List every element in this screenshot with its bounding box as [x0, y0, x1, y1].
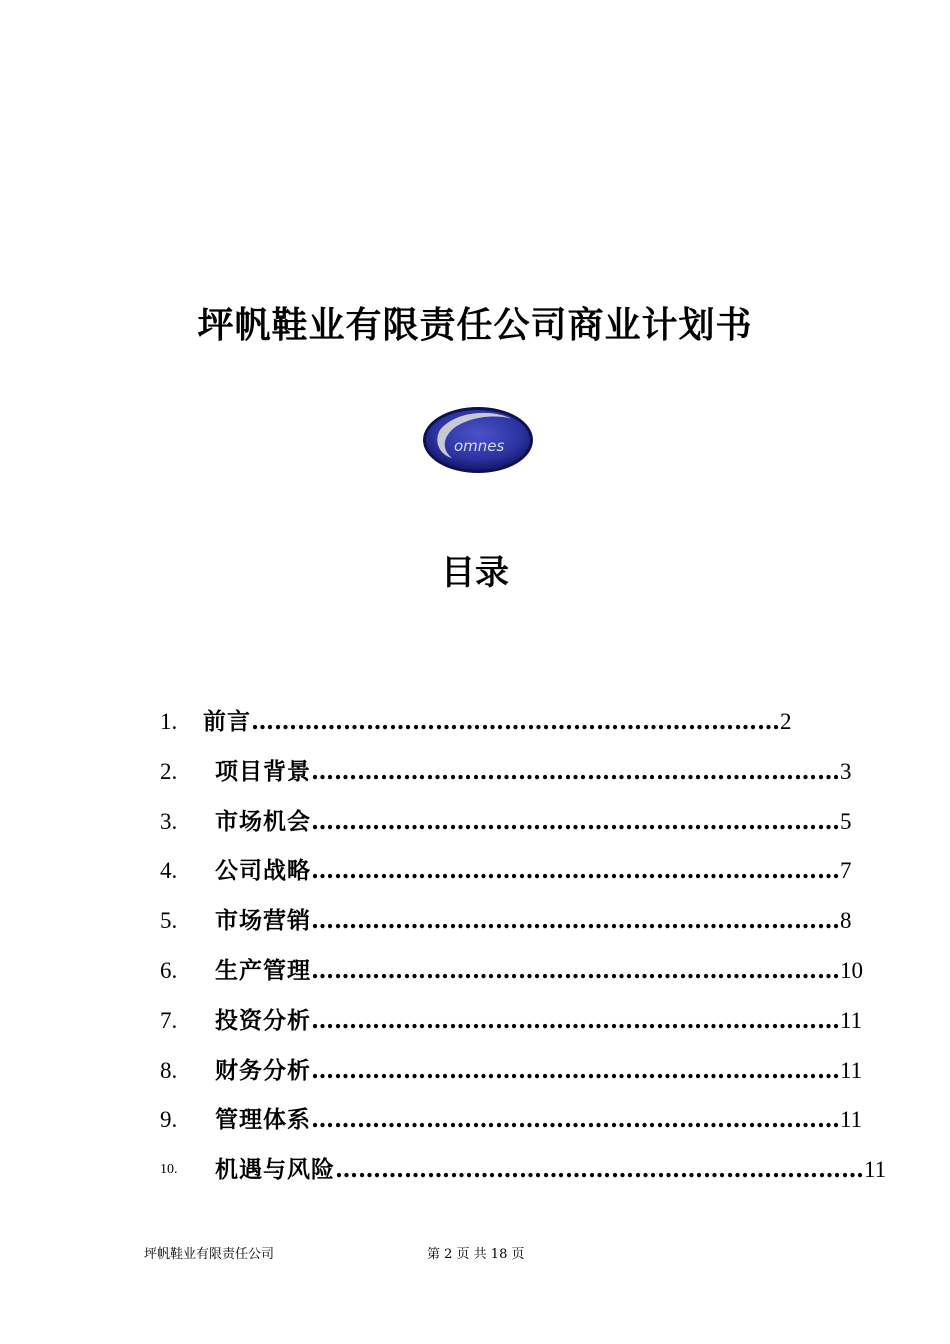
toc-dot-leader: ……………………………………………………………	[311, 1056, 840, 1084]
toc-item[interactable]	[160, 847, 852, 897]
toc-item-number: 1.	[160, 709, 178, 734]
toc-dot-leader: ……………………………………………………………	[311, 956, 840, 984]
toc-heading: 目录	[441, 553, 509, 593]
toc-dot-leader: ……………………………………………………………	[335, 1156, 864, 1184]
toc-item-number: 3.	[160, 808, 178, 834]
toc-item-number: 9.	[160, 1107, 178, 1133]
toc-item-label: 项目背景	[215, 757, 311, 785]
toc-item-page: 11	[840, 1057, 863, 1083]
toc-item-label: 公司战略	[215, 857, 311, 885]
toc-dot-leader: ……………………………………………………………	[311, 757, 840, 785]
toc-item-page: 11	[840, 1107, 863, 1133]
toc-dot-leader: ……………………………………………………………	[311, 907, 840, 935]
toc-item[interactable]	[160, 947, 863, 997]
toc-item[interactable]	[160, 698, 820, 748]
toc-item[interactable]	[160, 748, 852, 798]
toc-item-label: 前言	[203, 708, 251, 735]
toc-item-label: 投资分析	[215, 1006, 311, 1034]
toc-item-page: 8	[840, 908, 852, 934]
toc-item-number: 10.	[160, 1162, 178, 1178]
toc-item[interactable]	[160, 1047, 863, 1097]
toc-item-label: 财务分析	[215, 1056, 311, 1084]
toc-dot-leader: ……………………………………………………………	[251, 708, 780, 735]
toc-item[interactable]	[160, 1146, 887, 1196]
toc-item[interactable]	[160, 997, 863, 1047]
toc-item-number: 4.	[160, 858, 178, 884]
table-of-contents	[160, 698, 887, 1196]
toc-dot-leader: ……………………………………………………………	[311, 857, 840, 885]
logo-text: omnes	[454, 437, 505, 455]
toc-item-page: 10	[840, 957, 863, 983]
toc-item-page: 11	[864, 1157, 887, 1183]
toc-item-label: 生产管理	[215, 956, 311, 984]
toc-item[interactable]	[160, 897, 852, 947]
toc-item-label: 机遇与风险	[215, 1156, 335, 1184]
toc-item-page: 2	[780, 709, 792, 734]
toc-item[interactable]	[160, 1096, 863, 1146]
toc-item-number: 5.	[160, 908, 178, 934]
toc-item-label: 市场营销	[215, 907, 311, 935]
toc-dot-leader: ……………………………………………………………	[311, 1006, 840, 1034]
toc-item-page: 11	[840, 1007, 863, 1033]
toc-item-page: 3	[840, 758, 852, 784]
toc-item-page: 7	[840, 858, 852, 884]
document-title: 坪帆鞋业有限责任公司商业计划书	[197, 304, 753, 346]
toc-item-label: 管理体系	[215, 1106, 311, 1134]
toc-item[interactable]	[160, 798, 852, 848]
toc-item-number: 2.	[160, 758, 178, 784]
company-logo	[420, 404, 536, 476]
footer-company: 坪帆鞋业有限责任公司	[144, 1247, 275, 1262]
toc-dot-leader: ……………………………………………………………	[311, 807, 840, 835]
toc-item-number: 6.	[160, 957, 178, 983]
toc-item-page: 5	[840, 808, 852, 834]
footer-page-info: 第 2 页 共 18 页	[427, 1247, 525, 1262]
toc-item-number: 8.	[160, 1057, 178, 1083]
toc-item-label: 市场机会	[215, 807, 311, 835]
toc-item-number: 7.	[160, 1007, 178, 1033]
toc-dot-leader: ……………………………………………………………	[311, 1106, 840, 1134]
